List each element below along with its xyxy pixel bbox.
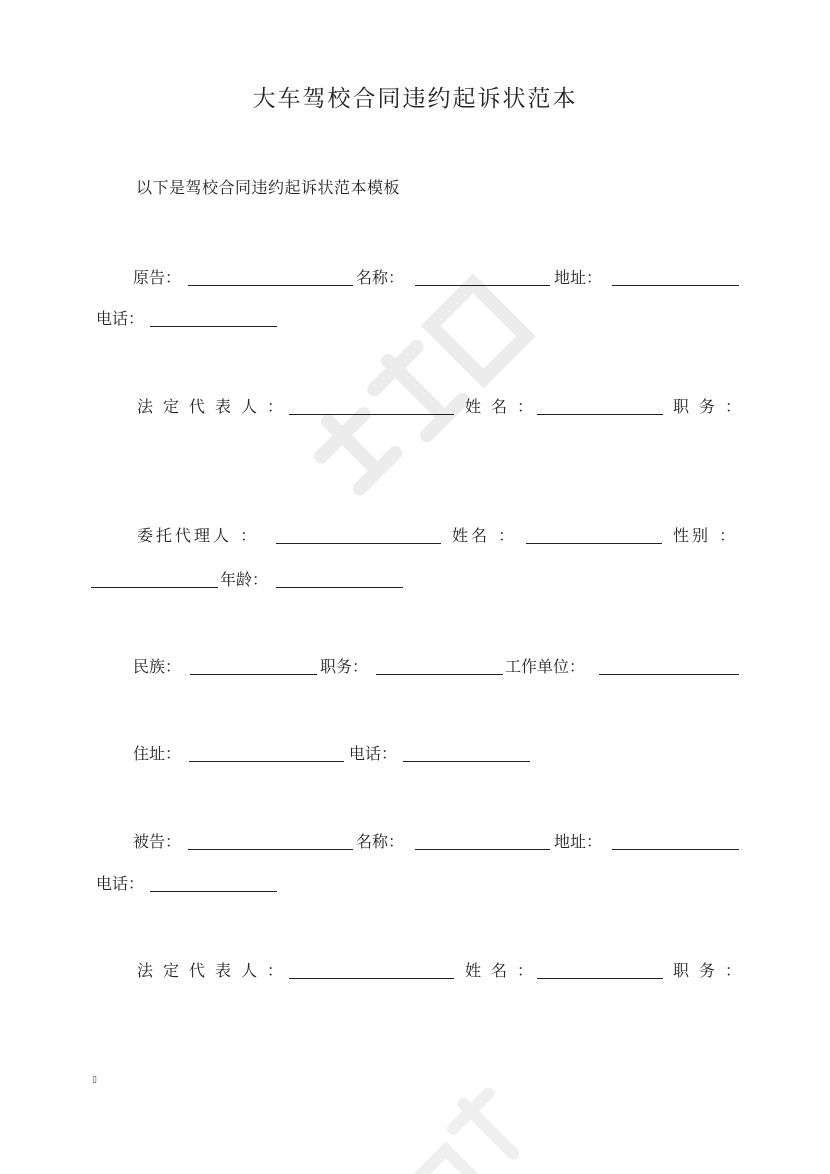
defendant-label: 被告：: [133, 832, 182, 851]
agent-label: 委托代理人 ：: [137, 526, 260, 545]
agent-gender-label: 性别 ：: [673, 526, 739, 545]
plaintiff-name-field[interactable]: [415, 285, 550, 286]
agent-age-field[interactable]: [276, 587, 403, 588]
agent-ethnicity-label: 民族：: [133, 657, 182, 676]
agent-gender-field[interactable]: [91, 587, 218, 588]
plaintiff-address-field[interactable]: [612, 285, 739, 286]
agent-position-field[interactable]: [376, 674, 503, 675]
plaintiff-phone-field[interactable]: [150, 326, 277, 327]
agent-work-unit-label: 工作单位：: [505, 657, 586, 676]
agent-residence-label: 住址：: [133, 744, 182, 763]
plaintiff-address-label: 地址：: [554, 268, 603, 287]
legal-rep-2-label: 法定代表人：: [137, 961, 294, 980]
legal-rep-2-field[interactable]: [289, 978, 454, 979]
defendant-name-field[interactable]: [415, 849, 550, 850]
watermark-bottom: [360, 1050, 560, 1174]
agent-ethnicity-field[interactable]: [190, 674, 317, 675]
agent-name-label: 姓名 ：: [452, 526, 518, 545]
plaintiff-name-label: 名称：: [356, 268, 405, 287]
legal-rep-2-name-label: 姓名：: [465, 961, 544, 980]
agent-age-label: 年龄：: [220, 570, 269, 589]
legal-rep-2-name-field[interactable]: [537, 978, 663, 979]
agent-name-field[interactable]: [526, 543, 662, 544]
agent-phone-label: 电话：: [349, 744, 398, 763]
document-title: 大车驾校合同违约起诉状范本: [252, 86, 578, 112]
agent-phone-field[interactable]: [403, 761, 530, 762]
legal-rep-field[interactable]: [289, 414, 454, 415]
legal-rep-label: 法定代表人：: [137, 397, 294, 416]
agent-work-unit-field[interactable]: [599, 674, 739, 675]
plaintiff-field[interactable]: [188, 285, 353, 286]
paragraph-marker: ▯: [92, 1075, 97, 1085]
agent-residence-field[interactable]: [189, 761, 344, 762]
plaintiff-phone-label: 电话：: [96, 309, 145, 328]
legal-rep-name-field[interactable]: [537, 414, 663, 415]
defendant-address-field[interactable]: [612, 849, 739, 850]
defendant-name-label: 名称：: [356, 832, 405, 851]
legal-rep-name-label: 姓名：: [465, 397, 544, 416]
plaintiff-label: 原告：: [133, 268, 182, 287]
defendant-field[interactable]: [188, 849, 353, 850]
agent-position-label: 职务：: [320, 657, 369, 676]
defendant-address-label: 地址：: [554, 832, 603, 851]
defendant-phone-label: 电话：: [96, 874, 145, 893]
legal-rep-2-position-label: 职务：: [673, 961, 752, 980]
defendant-phone-field[interactable]: [150, 891, 277, 892]
legal-rep-position-label: 职务：: [673, 397, 752, 416]
intro-text: 以下是驾校合同违约起诉状范本模板: [136, 178, 401, 197]
agent-field[interactable]: [276, 543, 441, 544]
